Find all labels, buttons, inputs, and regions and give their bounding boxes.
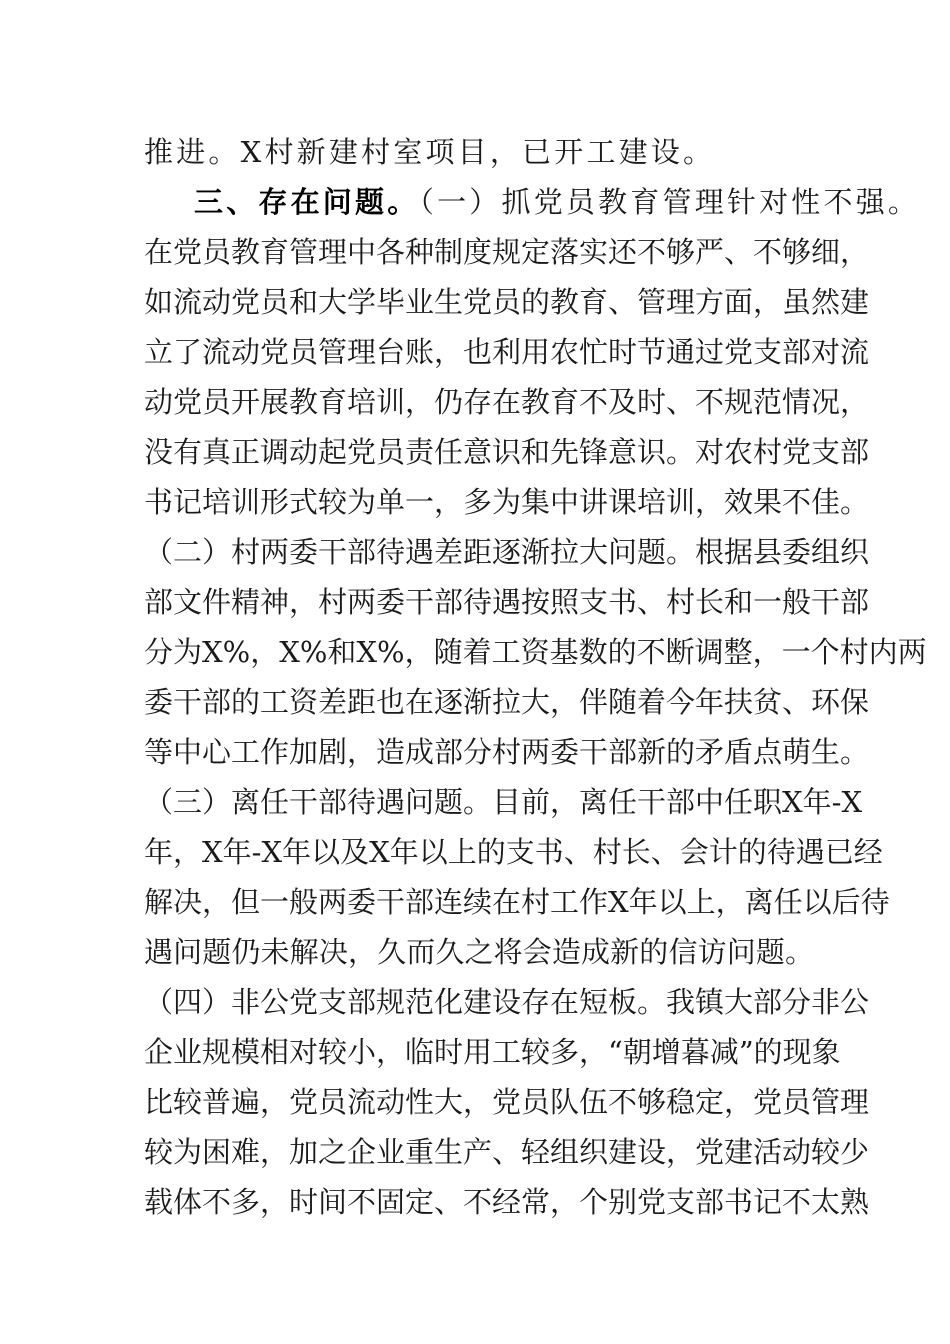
paragraph-line: 没有真正调动起党员责任意识和先锋意识。对农村党支部 [144, 435, 870, 469]
paragraph-line: 立了流动党员管理台账，也利用农忙时节通过党支部对流 [144, 335, 870, 369]
paragraph-line: 解决，但一般两委干部连续在村工作X年以上，离任以后待 [144, 885, 890, 919]
paragraph-line: 动党员开展教育培训，仍存在教育不及时、不规范情况， [144, 385, 870, 419]
paragraph-line: （二）村两委干部待遇差距逐渐拉大问题。根据县委组织 [144, 535, 870, 569]
paragraph-line: 委干部的工资差距也在逐渐拉大，伴随着今年扶贫、环保 [144, 685, 870, 719]
paragraph-line: 年，X年-X年以及X年以上的支书、村长、会计的待遇已经 [144, 835, 883, 869]
section-heading: 三、存在问题。 [194, 185, 420, 219]
paragraph-line: 较为困难，加之企业重生产、轻组织建设，党建活动较少 [144, 1135, 870, 1169]
paragraph-line: 遇问题仍未解决，久而久之将会造成新的信访问题。 [144, 935, 814, 969]
paragraph-line: 等中心工作加剧，造成部分村两委干部新的矛盾点萌生。 [144, 735, 870, 769]
subsection-title: （一）抓党员教育管理针对性不强。 [419, 185, 921, 219]
paragraph-line: 如流动党员和大学毕业生党员的教育、管理方面，虽然建 [144, 285, 870, 319]
section-heading-line [194, 184, 921, 220]
paragraph-line: 分为X%，X%和X%，随着工资基数的不断调整，一个村内两 [144, 635, 927, 669]
paragraph-line: （四）非公党支部规范化建设存在短板。我镇大部分非公 [144, 985, 870, 1019]
paragraph-line: 推进。X村新建村室项目，已开工建设。 [144, 135, 716, 169]
paragraph-line: 书记培训形式较为单一，多为集中讲课培训，效果不佳。 [144, 485, 870, 519]
paragraph-line: （三）离任干部待遇问题。目前，离任干部中任职X年-X [144, 785, 863, 819]
paragraph-line: 比较普遍，党员流动性大，党员队伍不够稳定，党员管理 [144, 1085, 870, 1119]
paragraph-line: 企业规模相对较小，临时用工较多，“朝增暮减”的现象 [144, 1035, 841, 1069]
paragraph-line: 载体不多，时间不固定、不经常，个别党支部书记不太熟 [144, 1185, 870, 1219]
paragraph-line: 部文件精神，村两委干部待遇按照支书、村长和一般干部 [144, 585, 870, 619]
paragraph-line: 在党员教育管理中各种制度规定落实还不够严、不够细， [144, 235, 870, 269]
